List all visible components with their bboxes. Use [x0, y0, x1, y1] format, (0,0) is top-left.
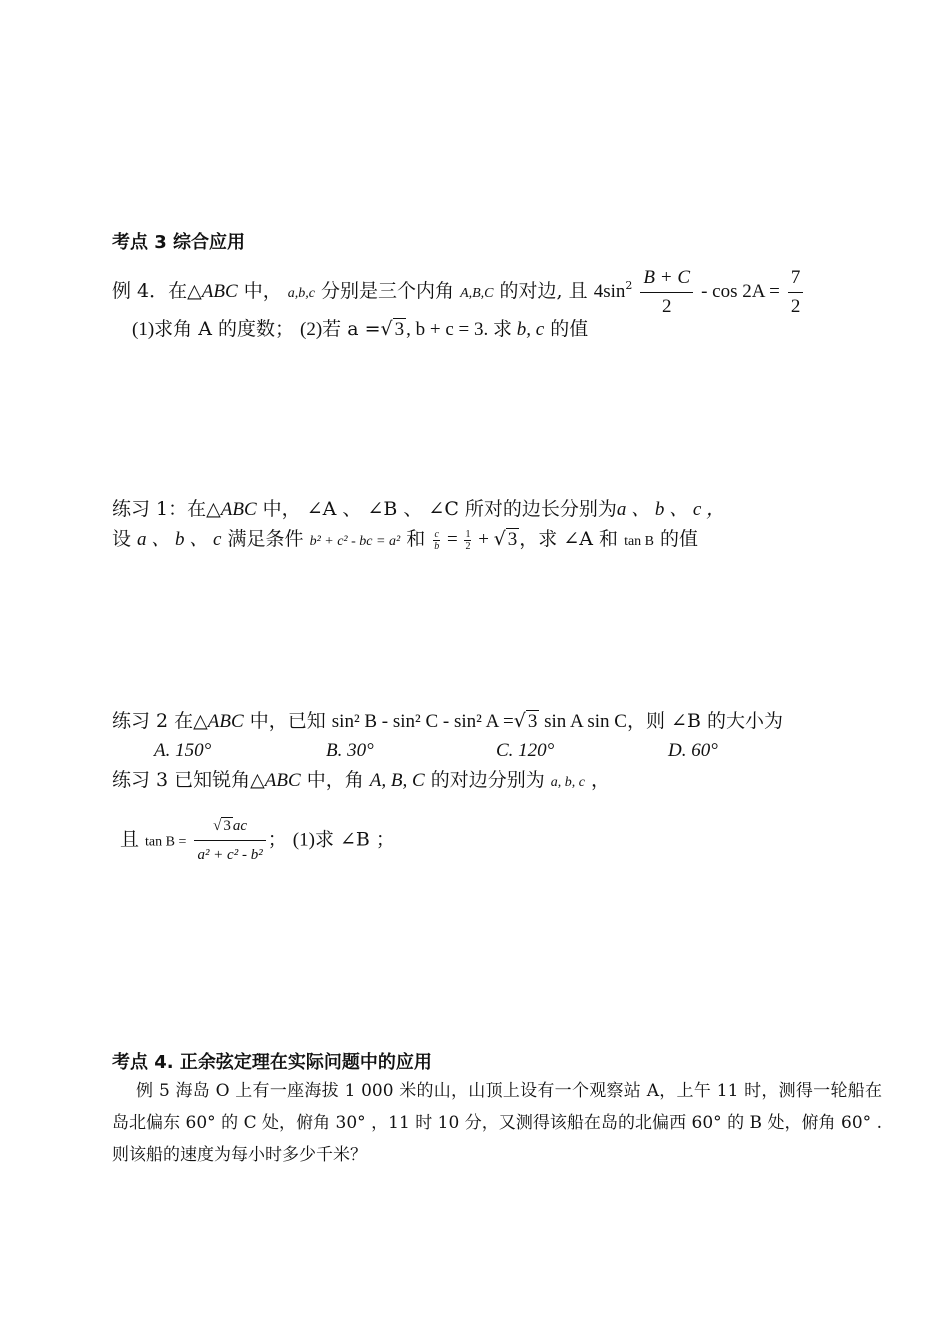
practice3-line1: 练习 3 已知锐角△ABC 中，角 A, B, C 的对边分别为 a, b, c ，	[112, 769, 611, 791]
practice3-line2: 且 tan B = $\frac{√ 3 ac}{\text{a² + c² - b²}}$ ； (1)求 ∠B ；	[120, 812, 395, 869]
section3-title: 考点 3 综合应用	[112, 232, 246, 253]
option-c: C. 120°	[496, 740, 555, 761]
example4-statement: 例 4．在△ABC 中， a,b,c 分别是三个内角 A,B,C 的对边, 且 $4\sin^2$ $\frac{B + C}{2}$ - cos 2A = $\frac{7}{2}$	[112, 262, 805, 321]
example4-rhs-fraction: $\frac{7}{2}$	[788, 264, 804, 321]
practice2-statement: 练习 2 在△ABC 中，已知 sin² B - sin² C - sin² A =√ 3 sin A sin C，则 ∠B 的大小为	[112, 710, 783, 732]
section4-title: 考点 4. 正余弦定理在实际问题中的应用	[112, 1052, 432, 1073]
practice2-options	[112, 738, 882, 764]
practice3-fraction: $\frac{√ 3 ac}{\text{a² + c² - b²}}$	[194, 812, 265, 869]
practice1-line1: 练习 1：在△ABC 中， ∠A 、 ∠B 、 ∠C 所对的边长分别为a 、 b 、 c ，	[112, 498, 726, 520]
practice1-line2: 设 a 、 b 、 c 满足条件 b² + c² - bc = a² 和 $\frac{c}{b}$ = $\frac{1}{2}$ + √ 3 ，求 ∠A 和 tan B 的值	[112, 528, 699, 552]
example4-questions: (1)求角 A 的度数； (2)若 a =√ 3 , b + c = 3. 求 b, c 的值	[132, 318, 589, 340]
option-a: A. 150°	[154, 740, 212, 761]
option-d: D. 60°	[668, 740, 718, 761]
option-b: B. 30°	[326, 740, 374, 761]
example5-paragraph: 例 5 海岛 O 上有一座海拔 1 000 米的山，山顶上设有一个观察站 A，上午 11 时，测得一轮船在岛北偏东 60° 的 C 处，俯角 30° ，11 时 10 分，又测得该船在岛的北偏西 60° 的 B 处，俯角 60° . 则该船的速度为每小时多少千米？	[112, 1081, 882, 1165]
example4-fraction: $\frac{B + C}{2}$	[640, 264, 693, 321]
